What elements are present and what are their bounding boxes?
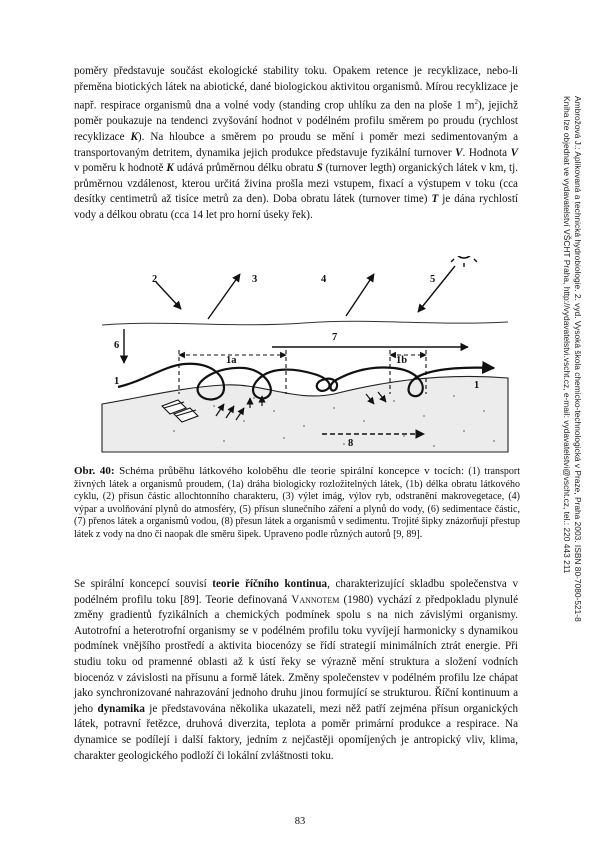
label-6: 6 [114, 340, 120, 351]
label-1a: 1a [226, 355, 237, 366]
label-2: 2 [152, 274, 158, 285]
label-7: 7 [332, 332, 338, 343]
paragraph-retention: poměry představuje součást ekologické stability toku. Opakem retence je recyklizace, nebo-li přeměna biotických látek na abiotické, dané biologickou aktivitou organismů. Mírou recyklizace je např. respirace organismů dna a volné vody (standing crop uhlíku za den na ploše 1 $m^2$), jejichž poměr poukazuje na tendenci zvyšování hodnot v podélném profilu směrem po proudu (rychlost recyklizace K). Na hloubce a směrem po proudu se mění i poměr mezi sedimentovaným a transportovaným detritem, dynamika jejich produkce představuje fyzikální turnover V. Hodnota V v poměru k hodnotě K udává průměrnou délku obratu S (turnover legth) organických látek v km, tj. průměrnou vzdálenost, kterou určitá živina prošla mezi vstupem, fixací a výstupem v toku (cca desítky centimetrů až tisíce metrů za den). Doba obratu látek (turnover time) T je dána rychlostí vody a délkou obratu (cca 14 let pro horní úseky řek). [74, 65, 519, 222]
arrow-3 [208, 274, 240, 319]
arrow-5 [418, 266, 455, 312]
side-copyright-note: Ambrožová J.: Aplikovaná a technická hydrobiologie. 2. vyd. Vysoká škola chemicko-technologická v Praze, Praha 2003. ISBN 80-7080-521-8 Kniha lze objednat ve vydavatelství VŠCHT Praha, http://vydavatelstvi.vscht.cz, e-mail: vydavatelstvi@vscht.cz, tel.: 220 443 211 [562, 96, 583, 622]
label-5: 5 [430, 274, 436, 285]
label-1b: 1b [396, 355, 408, 366]
paragraph-river-continuum: Se spirální koncepcí souvisí teorie říčního kontinua, charakterizující skladbu společenstva v podélném profilu toku [89]. Teorie definovaná Vannotem (1980) vychází z předpokladu plynulé změny gradientů fyzikálních a chemických podmínek spolu s na nich závislými organismy. Autotrofní a heterotrofní organismy se v podélném profilu toku vyvíjejí harmonicky s dynamikou podmínek vnějšího prostředí a aktivita biocenózy se řídí strategií minimálních ztrát energie. Při studiu toku od pramenné oblasti až k ústí řeky se výrazně mění struktura a složení vodních biocenóz v závislosti na přísunu a formě látek. Změny společenstev v podélném profilu lze chápat jako synchronizované nahrazování jednoho druhu jinou formující se strukturou. Říční kontinuum a jeho dynamika je představována několika ukazateli, mezi něž patří zejména přísun organických látek, potravní řetězce, druhová diverzita, teplota a poměr primární produkce a respirace. Na dynamice se podílejí i další faktory, jedním z nejčastěji opomíjených je antropický vliv, klima, charakter geologického podloží či lokální zvláštnosti toku. [74, 578, 519, 762]
sun-icon [446, 256, 482, 267]
label-1-right: 1 [474, 380, 480, 391]
page-number: 83 [294, 816, 306, 827]
caption-label: Obr. 40: [74, 465, 115, 477]
label-3: 3 [252, 274, 258, 285]
label-4: 4 [321, 274, 327, 285]
figure-caption: Obr. 40: Schéma průběhu látkového koloběhu dle teorie spirální koncepce v tocích: (1) transport živných látek a organismů proudem, (1a) dráha biologicky rozložitelných látek, (1b) délka obratu látkového cyklu, (2) přísun částic allochtonního charakteru, (3) výlet imág, výlov ryb, odstranění makrovegetace, (4) výpar a uvolňování plynů do atmosféry, (5) přísun slunečního záření a plynů do vody, (6) sedimentace částic, (7) přenos látek a organismů vodou, (8) přesun látek a organismů v sedimentu. Trojité šipky znázorňují přestup látek z vody na dno či naopak dle směru šipek. Upraveno podle různých autorů [9, 89]. [74, 465, 520, 540]
label-8: 8 [348, 438, 354, 449]
label-1-left: 1 [114, 376, 120, 387]
arrow-2 [156, 282, 181, 309]
riverbed-sediment [102, 376, 508, 452]
spiral-concept-diagram [74, 256, 520, 456]
arrow-4 [346, 274, 374, 316]
water-surface-line [102, 321, 508, 325]
